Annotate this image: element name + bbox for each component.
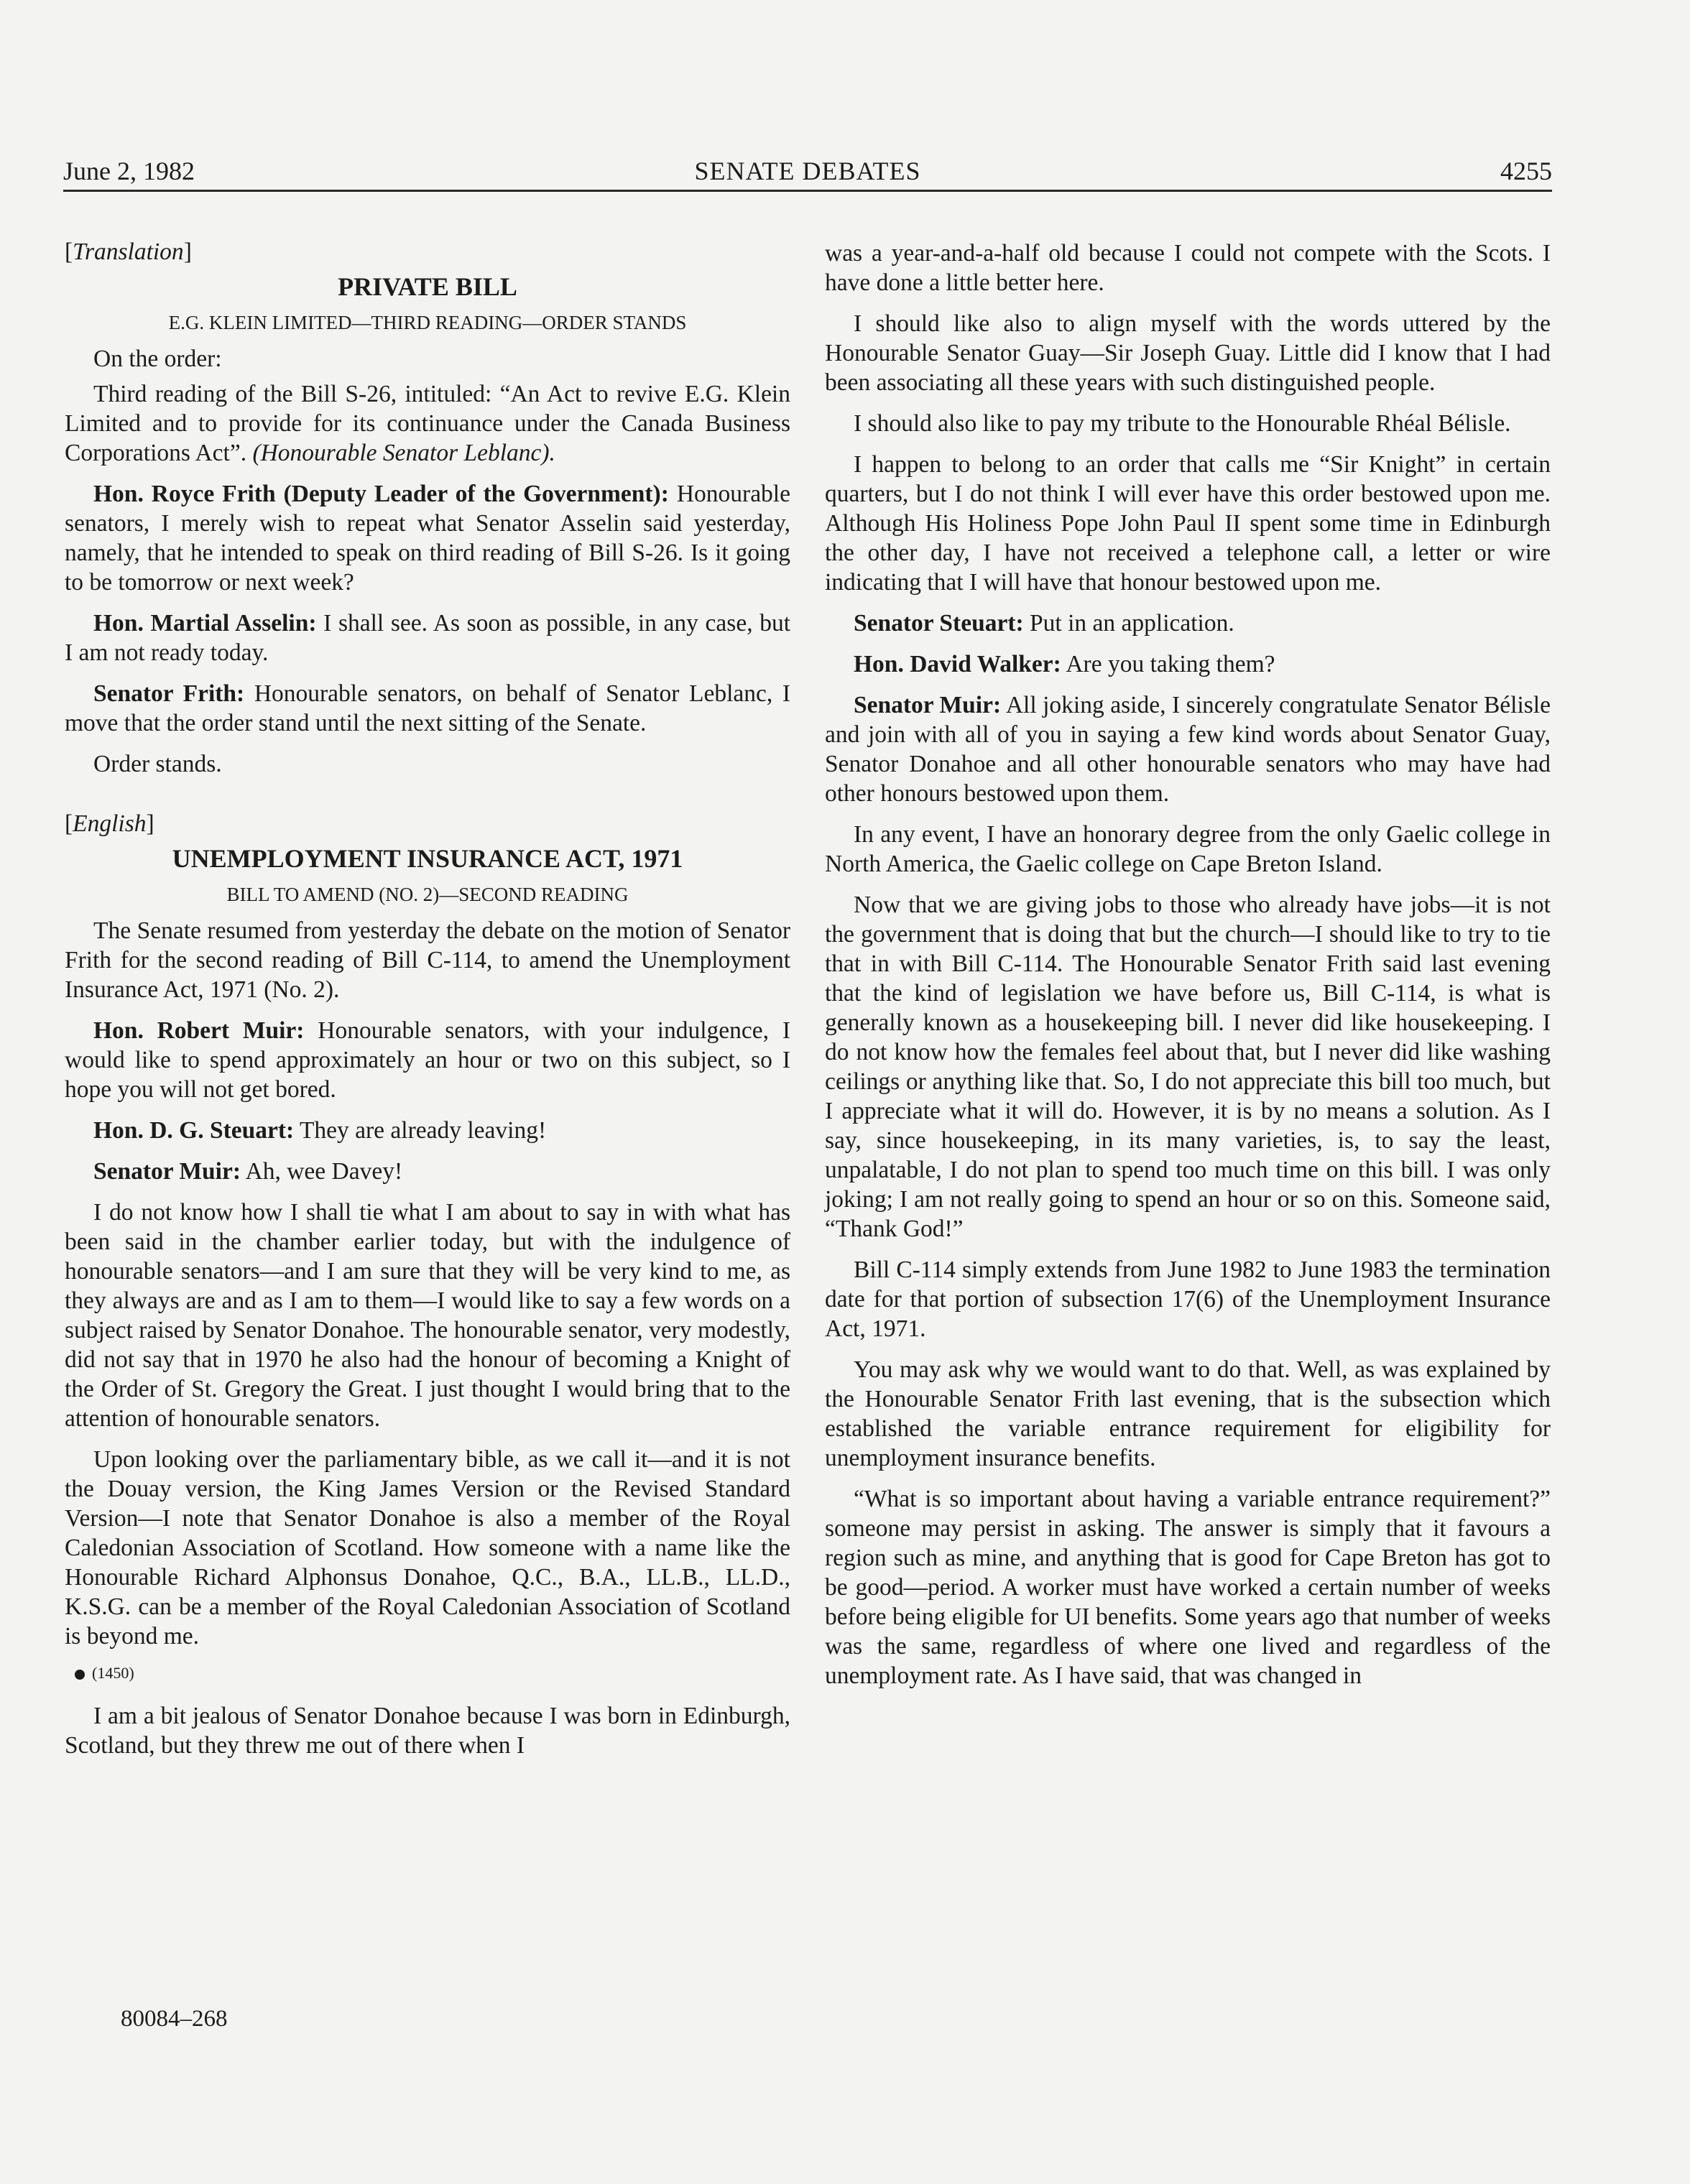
paragraph-muir-extends: Bill C-114 simply extends from June 1982 to June 1983 the termination date for that portion of subsection 17(6) of the Unemployment Insurance Act, 1971. <box>825 1257 1551 1342</box>
speaker-name: Hon. Robert Muir: <box>93 1017 305 1044</box>
paragraph-debate-resumed: The Senate resumed from yesterday the debate on the motion of Senator Frith for the second reading of Bill C-114, to amend the Unemployment Insurance Act, 1971 (No. 2). <box>65 917 790 1003</box>
paragraph-frith-1: Hon. Royce Frith (Deputy Leader of the Government): Honourable senators, I merely wish to repeat what Senator Asselin said yesterday, namely, that he intended to speak on third reading of Bill S-26. Is it going to be tomorrow or next week? <box>65 481 790 596</box>
paragraph-muir-joking: Senator Muir: All joking aside, I sincerely congratulate Senator Bélisle and join with all of you in saying a few kind words about Senator Guay, Senator Donahoe and all other honourable senators who may have had other honours bestowed upon them. <box>825 692 1551 807</box>
on-the-order: On the order: <box>93 346 222 372</box>
section-title-unemployment: UNEMPLOYMENT INSURANCE ACT, 1971 <box>172 844 683 873</box>
speaker-name: Senator Muir: <box>854 692 1002 718</box>
paragraph-muir-5: I am a bit jealous of Senator Donahoe because I was born in Edinburgh, Scotland, but they threw me out of there when I <box>65 1703 790 1759</box>
speaker-name: Senator Steuart: <box>854 610 1024 637</box>
paragraph-asselin: Hon. Martial Asselin: I shall see. As soon as possible, in any case, but I am not ready today. <box>65 610 791 666</box>
paragraph-steuart-1: Hon. D. G. Steuart: They are already leaving! <box>93 1117 547 1144</box>
paragraph-muir-subsection: You may ask why we would want to do that. Well, as was explained by the Honourable Senator Frith last evening, that is the subsection which established the variable entrance requirement for eligibility for unemployment insurance benefits. <box>825 1356 1551 1471</box>
header-page-number: 4255 <box>1500 157 1552 185</box>
paragraph-muir-4: Upon looking over the parliamentary bible, as we call it—and it is not the Douay version, the King James Version or the Revised Standard Version—I note that Senator Donahoe is also a member of the Royal Caledonian Association of Scotland. How someone with a name like the Honourable Richard Alphonsus Donahoe, Q.C., B.A., LL.B., LL.D., K.S.G. can be a member of the Royal Caledonian Association of Scotland is beyond me. <box>65 1446 790 1649</box>
paragraph-muir-guay: I should like also to align myself with the words uttered by the Honourable Senator Guay—Sir Joseph Guay. Little did I know that I had been associating all these years with such distinguished people. <box>825 310 1551 396</box>
header-publication: SENATE DEBATES <box>694 157 921 185</box>
speaker-name: Hon. D. G. Steuart: <box>93 1117 295 1144</box>
bill-quote: Third reading of the Bill S-26, intituled: “An Act to revive E.G. Klein Limited and to provide for its continuance under the Canada Business Corporations Act”. (Honourable Senator Leblanc). <box>65 381 790 466</box>
time-marker: (1450) <box>75 1662 790 1684</box>
footer-code: 80084–268 <box>121 2006 228 2032</box>
section-tag-english: [English] <box>65 810 154 837</box>
paragraph-muir-gaelic: In any event, I have an honorary degree from the only Gaelic college in North America, the Gaelic college on Cape Breton Island. <box>825 821 1551 877</box>
section-tag-translation: [Translation] <box>65 239 192 265</box>
paragraph-steuart-2: Senator Steuart: Put in an application. <box>854 610 1234 637</box>
section-subtitle-klein: E.G. KLEIN LIMITED—THIRD READING—ORDER STANDS <box>168 312 687 333</box>
section-title-private-bill: PRIVATE BILL <box>338 272 517 301</box>
header-date: June 2, 1982 <box>63 157 195 185</box>
bullet-icon <box>75 1670 85 1680</box>
paragraph-muir-knight: I happen to belong to an order that calls me “Sir Knight” in certain quarters, but I do not think I will ever have this order bestowed upon me. Although His Holiness Pope John Paul II spent some time in Edinburgh the other day, I have not received a telephone call, a letter or wire indicating that I will have that honour bestowed upon me. <box>825 451 1551 596</box>
speaker-name: Hon. Martial Asselin: <box>93 610 317 637</box>
speaker-name: Senator Frith: <box>93 680 245 707</box>
left-column <box>65 237 790 1772</box>
paragraph-muir-housekeeping: Now that we are giving jobs to those who already have jobs—it is not the government that is doing that but the church—I should like to try to tie that in with Bill C-114. The Honourable Senator Frith said last evening that the kind of legislation we have before us, Bill C-114, is what is generally known as a housekeeping bill. I never did like housekeeping. I do not know how the females feel about that, but I never did like washing ceilings or anything like that. So, I do not appreciate this bill too much, but I appreciate what it will do. However, it is by no means a solution. As I say, since housekeeping, in its many varieties, is, to say the least, unpalatable, I do not plan to spend too much time on this bill. I was only joking; I am not really going to spend an hour or so on this. Someone said, “Thank God!” <box>825 892 1551 1242</box>
right-column <box>825 239 1551 1702</box>
speaker-name: Hon. Royce Frith (Deputy Leader of the Government): <box>93 481 669 507</box>
speaker-name: Senator Muir: <box>93 1158 241 1185</box>
paragraph-continued: was a year-and-a-half old because I could not compete with the Scots. I have done a little better here. <box>825 240 1551 296</box>
section-subtitle-second-reading: BILL TO AMEND (NO. 2)—SECOND READING <box>226 884 629 905</box>
paragraph-muir-2: Senator Muir: Ah, wee Davey! <box>93 1158 403 1185</box>
paragraph-walker: Hon. David Walker: Are you taking them? <box>854 651 1275 677</box>
paragraph-muir-1: Hon. Robert Muir: Honourable senators, with your indulgence, I would like to spend approximately an hour or two on this subject, so I hope you will not get bored. <box>65 1017 790 1103</box>
paragraph-muir-belisle: I should also like to pay my tribute to the Honourable Rhéal Bélisle. <box>854 410 1511 437</box>
order-stands: Order stands. <box>93 751 222 777</box>
speaker-name: Hon. David Walker: <box>854 651 1061 677</box>
paragraph-frith-2: Senator Frith: Honourable senators, on behalf of Senator Leblanc, I move that the order stand until the next sitting of the Senate. <box>65 680 791 736</box>
page-header <box>63 152 1552 192</box>
paragraph-muir-variable: “What is so important about having a variable entrance requirement?” someone may persist in asking. The answer is simply that it favours a region such as mine, and anything that is good for Cape Breton has got to be good—period. A worker must have worked a certain number of weeks before being eligible for UI benefits. Some years ago that number of weeks was the same, regardless of where one lived and regardless of the unemployment rate. As I have said, that was changed in <box>825 1486 1551 1689</box>
paragraph-muir-3: I do not know how I shall tie what I am about to say in with what has been said in the chamber earlier today, but with the indulgence of honourable senators—and I am sure that they will be very kind to me, as they always are and as I am to them—I would like to say a few words on a subject raised by Senator Donahoe. The honourable senator, very modestly, did not say that in 1970 he also had the honour of becoming a Knight of the Order of St. Gregory the Great. I just thought I would bring that to the attention of honourable senators. <box>65 1199 790 1432</box>
